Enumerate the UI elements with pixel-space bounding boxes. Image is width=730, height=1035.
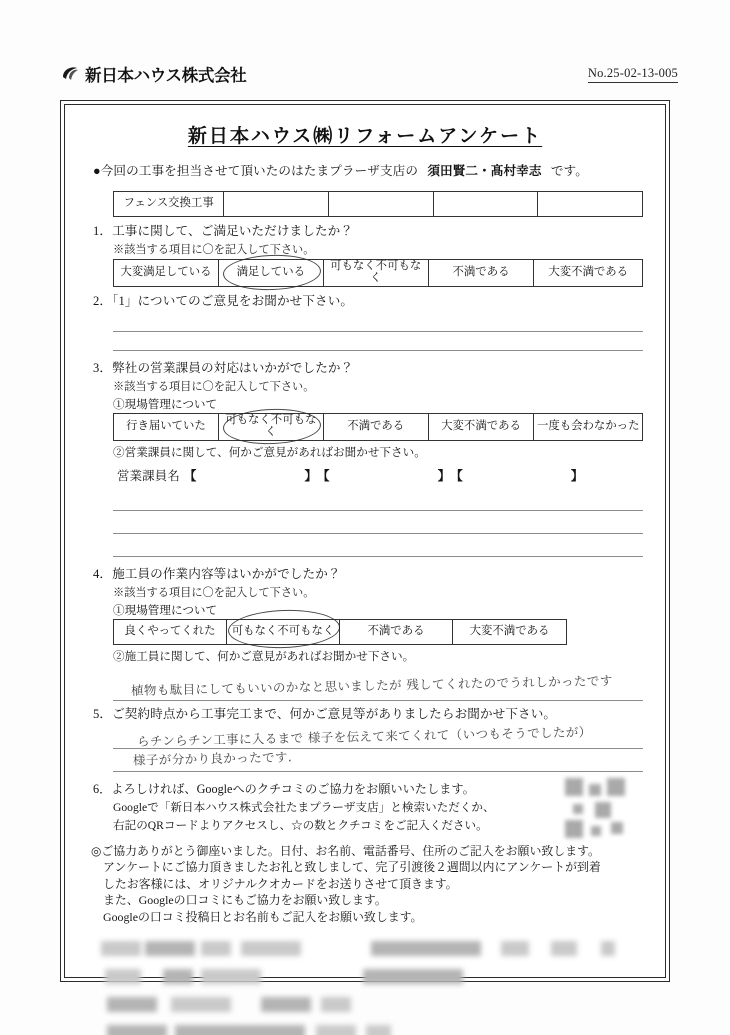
question-5-answer-lines[interactable] xyxy=(113,726,643,772)
redacted-row xyxy=(101,1023,646,1035)
redacted-row xyxy=(101,967,646,988)
q3-option-4[interactable]: 一度も会わなかった xyxy=(534,413,643,440)
question-2-text: 2．「1」についてのご意見をお聞かせ下さい。 xyxy=(93,293,354,308)
redacted-personal-info-section xyxy=(101,939,646,1035)
q1-option-1-selected[interactable]: 満足している xyxy=(218,260,323,287)
question-5-handwritten-answer-line-2: 様子が分かり良かったです. xyxy=(132,749,293,768)
question-6-text: 6．よろしければ、Googleへのクチコミのご協力をお願いいたします。 xyxy=(93,781,475,796)
intro-suffix: です。 xyxy=(550,164,588,178)
q1-option-2[interactable]: 可もなく不可もなく xyxy=(323,260,428,287)
q1-option-3[interactable]: 不満である xyxy=(428,260,534,287)
bracket-open-1: 【 xyxy=(183,468,197,483)
page-header xyxy=(0,0,730,100)
answer-line[interactable] xyxy=(113,488,643,511)
question-4-answer-lines[interactable] xyxy=(113,672,643,701)
q4-option-2[interactable]: 不満である xyxy=(340,619,453,644)
company-swoosh-logo-icon xyxy=(60,64,80,84)
work-type-table xyxy=(113,191,643,217)
work-type-cell-filled[interactable]: フェンス交換工事 xyxy=(114,192,224,217)
table-row xyxy=(114,192,643,217)
answer-line[interactable] xyxy=(113,332,643,351)
q3-option-1-selected[interactable]: 可もなく不可もなく xyxy=(218,413,323,440)
question-3-sub-question: ②営業課員に関して、何かご意見があればお聞かせ下さい。 xyxy=(113,445,426,459)
answer-line[interactable] xyxy=(113,534,643,557)
q1-option-0[interactable]: 大変満足している xyxy=(114,260,219,287)
bracket-close-3: 】 xyxy=(570,468,584,483)
intro-prefix: ●今回の工事を担当させて頂いたのはたまプラーザ支店の xyxy=(93,164,419,178)
q3-option-2[interactable]: 不満である xyxy=(323,413,428,440)
document-number: No.25-02-13-005 xyxy=(588,66,678,83)
bracket-open-2: 【 xyxy=(317,468,330,483)
table-row xyxy=(114,413,643,440)
closing-line-5: Googleの口コミ投稿日とお名前もご記入をお願い致します。 xyxy=(103,909,423,924)
form-content xyxy=(65,105,665,977)
bracket-open-3: 【 xyxy=(450,468,463,483)
closing-line-3: したお客様には、オリジナルクオカードをお送りさせて頂きます。 xyxy=(103,876,458,891)
question-4-handwritten-answer: 植物も駄目にしてもいいのかなと思いましたが 残してくれたのでうれしかったです xyxy=(130,672,613,698)
question-5-handwritten-answer-line-1: らチンらチン工事に入るまで 様子を伝えて来てくれて（いつもそうでしたが） xyxy=(136,724,592,749)
form-frame-inner xyxy=(64,104,666,978)
question-4-options-table xyxy=(113,619,567,645)
question-6-block xyxy=(87,780,643,833)
question-3-options-table xyxy=(113,413,643,441)
question-6-sub-line-1: Googleで「新日本ハウス株式会社たまプラーザ支店」と検索いただくか、 xyxy=(113,800,495,814)
question-3-answer-lines[interactable] xyxy=(113,488,643,557)
staff-names: 須田賢二・髙村幸志 xyxy=(427,164,542,178)
question-3-sub-heading: ①現場管理について xyxy=(113,397,218,411)
question-2-answer-lines[interactable] xyxy=(113,313,643,351)
work-type-cell-empty-3[interactable] xyxy=(433,192,538,217)
answer-line[interactable] xyxy=(113,511,643,534)
form-frame xyxy=(60,100,670,982)
work-type-cell-empty-1[interactable] xyxy=(224,192,329,217)
intro-line xyxy=(93,160,643,179)
closing-line-4: また、Googleの口コミにもご協力をお願い致します。 xyxy=(103,893,387,908)
closing-line-1: ◎ご協力ありがとう御座いました。日付、お名前、電話番号、住所のご記入をお願い致します。 xyxy=(91,843,600,858)
q4-option-0[interactable]: 良くやってくれた xyxy=(114,619,227,644)
redacted-row xyxy=(101,939,646,960)
question-3-note: ※該当する項目に〇を記入して下さい。 xyxy=(113,380,315,393)
closing-line-2: アンケートにご協力頂きましたお礼と致しまして、完了引渡後２週間以内にアンケートが到着 xyxy=(103,860,601,875)
question-1-text: 1．工事に関して、ご満足いただけましたか？ xyxy=(93,224,354,238)
closing-note xyxy=(91,843,643,925)
question-1-note: ※該当する項目に〇を記入して下さい。 xyxy=(113,244,315,256)
sales-staff-name-label: 営業課員名 xyxy=(117,468,180,483)
bracket-close-1: 】 xyxy=(304,468,318,483)
q4-option-3[interactable]: 大変不満である xyxy=(453,619,567,644)
table-row xyxy=(114,260,643,287)
question-6-sub-line-2: 右記のQRコードよりアクセスし、☆の数とクチコミをご記入ください。 xyxy=(113,818,488,832)
table-row xyxy=(114,619,567,644)
question-4-text: 4．施工員の作業内容等はいかがでしたか？ xyxy=(93,566,341,581)
company-name: 新日本ハウス株式会社 xyxy=(85,67,247,85)
question-4-sub-heading: ①現場管理について xyxy=(113,603,218,617)
redacted-row xyxy=(101,995,646,1016)
sales-staff-name-row xyxy=(117,466,643,484)
question-3-text: 3．弊社の営業課員の対応はいかがでしたか？ xyxy=(93,360,354,375)
work-type-cell-empty-2[interactable] xyxy=(328,192,433,217)
page-title: 新日本ハウス㈱リフォームアンケート xyxy=(187,126,543,147)
q4-option-1-selected[interactable]: 可もなく不可もなく xyxy=(227,619,340,644)
company-logo xyxy=(60,62,247,86)
answer-line[interactable] xyxy=(113,313,643,332)
question-1-options-table xyxy=(113,259,643,287)
qr-code-blurred-icon[interactable] xyxy=(565,778,625,838)
bracket-close-2: 】 xyxy=(437,468,451,483)
question-5-text: 5．ご契約時点から工事完工まで、何かご意見等がありましたらお聞かせ下さい。 xyxy=(93,706,557,721)
question-4-note: ※該当する項目に〇を記入して下さい。 xyxy=(113,586,315,599)
q1-option-4[interactable]: 大変不満である xyxy=(534,260,643,287)
q3-option-3[interactable]: 大変不満である xyxy=(428,413,534,440)
question-4-sub-question: ②施工員に関して、何かご意見があればお聞かせ下さい。 xyxy=(113,649,415,663)
q3-option-0[interactable]: 行き届いていた xyxy=(114,413,219,440)
work-type-cell-empty-4[interactable] xyxy=(538,192,643,217)
